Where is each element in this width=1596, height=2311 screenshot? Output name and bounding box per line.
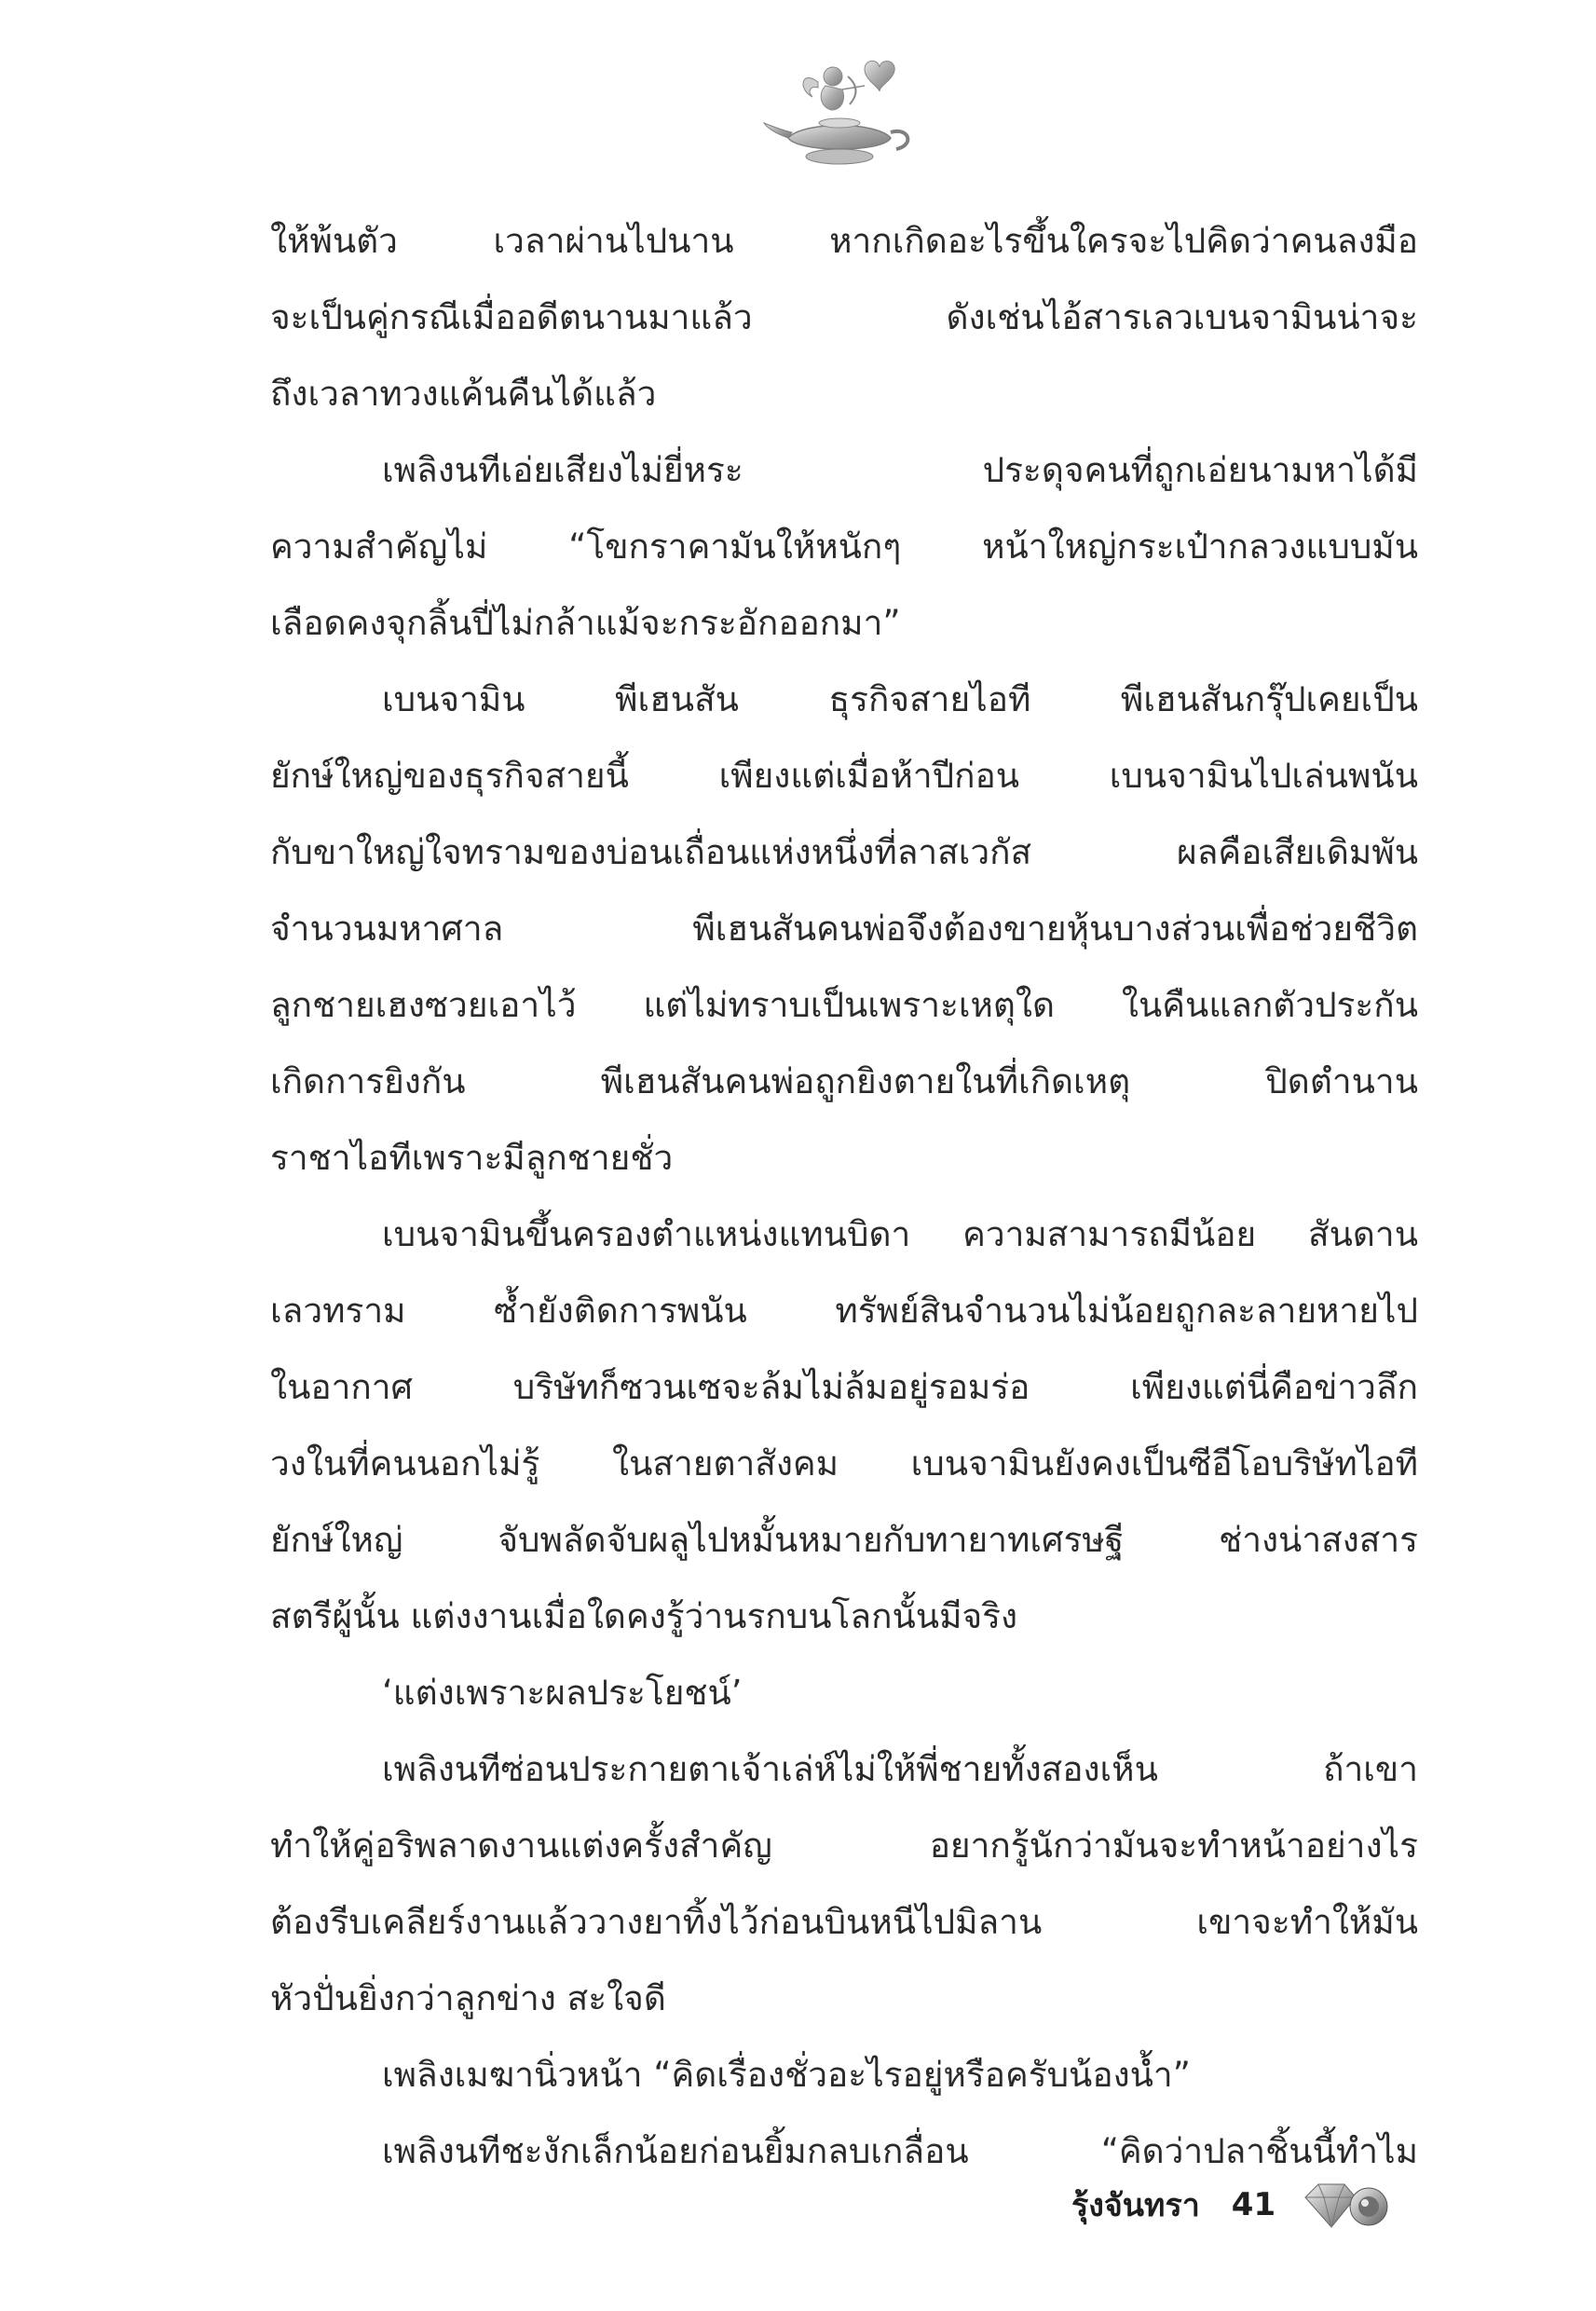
text-line: จำนวนมหาศาล พีเฮนสันคนพ่อจึงต้องขายหุ้นบางส่วนเพื่อช่วยชีวิต: [270, 909, 1418, 949]
text-line: จะเป็นคู่กรณีเมื่ออดีตนานมาแล้ว ดังเช่นไอ้สารเลวเบนจามินน่าจะ: [270, 297, 1418, 337]
text-line: เบนจามิน พีเฮนสัน ธุรกิจสายไอที พีเฮนสันกรุ๊ปเคยเป็น: [382, 679, 1418, 719]
body-text: [270, 203, 1418, 2190]
text-line: เพลิงนทีซ่อนประกายตาเจ้าเล่ห์ไม่ให้พี่ชายทั้งสองเห็น ถ้าเขา: [382, 1749, 1418, 1789]
text-line: ยักษ์ใหญ่ จับพลัดจับผลูไปหมั้นหมายกับทายาทเศรษฐี ช่างน่าสงสาร: [270, 1520, 1418, 1560]
text-line: กับขาใหญ่ใจทรามของบ่อนเถื่อนแห่งหนึ่งที่ลาสเวกัส ผลคือเสียเดิมพัน: [270, 832, 1418, 872]
text-line: เพลิงเมฆานิ่วหน้า “คิดเรื่องชั่วอะไรอยู่หรือครับน้องน้ำ”: [382, 2055, 1191, 2095]
text-line: ในอากาศ บริษัทก็ซวนเซจะล้มไม่ล้มอยู่รอมร่อ เพียงแต่นี่คือข่าวลึก: [270, 1367, 1418, 1407]
text-line: เลือดคงจุกลิ้นปี่ไม่กล้าแม้จะกระอักออกมา”: [270, 603, 901, 643]
text-line: เบนจามินขึ้นครองตำแหน่งแทนบิดา ความสามารถมีน้อย สันดาน: [382, 1214, 1418, 1254]
text-line: วงในที่คนนอกไม่รู้ ในสายตาสังคม เบนจามินยังคงเป็นซีอีโอบริษัทไอที: [270, 1443, 1418, 1484]
text-line: ยักษ์ใหญ่ของธุรกิจสายนี้ เพียงแต่เมื่อห้าปีก่อน เบนจามินไปเล่นพนัน: [270, 756, 1418, 796]
text-line: ต้องรีบเคลียร์งานแล้ววางยาทิ้งไว้ก่อนบินหนีไปมิลาน เขาจะทำให้มัน: [270, 1902, 1418, 1942]
text-line: ทำให้คู่อริพลาดงานแต่งครั้งสำคัญ อยากรู้นักว่ามันจะทำหน้าอย่างไร: [270, 1826, 1418, 1866]
text-line: ถึงเวลาทวงแค้นคืนได้แล้ว: [270, 374, 657, 414]
page-footer: [1071, 2179, 1393, 2231]
text-line: สตรีผู้นั้น แต่งงานเมื่อใดคงรู้ว่านรกบนโลกนั้นมีจริง: [270, 1596, 1018, 1636]
diamond-gem-icon: [1300, 2179, 1393, 2231]
text-line: ลูกชายเฮงซวยเอาไว้ แต่ไม่ทราบเป็นเพราะเหตุใด ในคืนแลกตัวประกัน: [270, 985, 1418, 1025]
text-line: เกิดการยิงกัน พีเฮนสันคนพ่อถูกยิงตายในที่เกิดเหตุ ปิดตำนาน: [270, 1061, 1418, 1101]
text-line: เพลิงนทีชะงักเล็กน้อยก่อนยิ้มกลบเกลื่อน “คิดว่าปลาชิ้นนี้ทำไม: [382, 2131, 1418, 2171]
cupid-teapot-ornament-icon: [760, 48, 919, 171]
text-line: เพลิงนทีเอ่ยเสียงไม่ยี่หระ ประดุจคนที่ถูกเอ่ยนามหาได้มี: [382, 450, 1418, 490]
text-line: ‘แต่งเพราะผลประโยชน์’: [382, 1673, 743, 1713]
text-line: ให้พ้นตัว เวลาผ่านไปนาน หากเกิดอะไรขึ้นใครจะไปคิดว่าคนลงมือ: [270, 221, 1418, 261]
text-line: ความสำคัญไม่ “โขกราคามันให้หนักๆ หน้าใหญ่กระเป๋ากลวงแบบมัน: [270, 526, 1418, 567]
page-number: 41: [1231, 2186, 1276, 2223]
text-line: ราชาไอทีเพราะมีลูกชายชั่ว: [270, 1138, 674, 1178]
text-line: เลวทราม ซ้ำยังติดการพนัน ทรัพย์สินจำนวนไม่น้อยถูกละลายหายไป: [270, 1291, 1418, 1331]
book-title: รุ้งจันทรา: [1071, 2187, 1200, 2224]
text-line: หัวปั่นยิ่งกว่าลูกข่าง สะใจดี: [270, 1978, 666, 2018]
